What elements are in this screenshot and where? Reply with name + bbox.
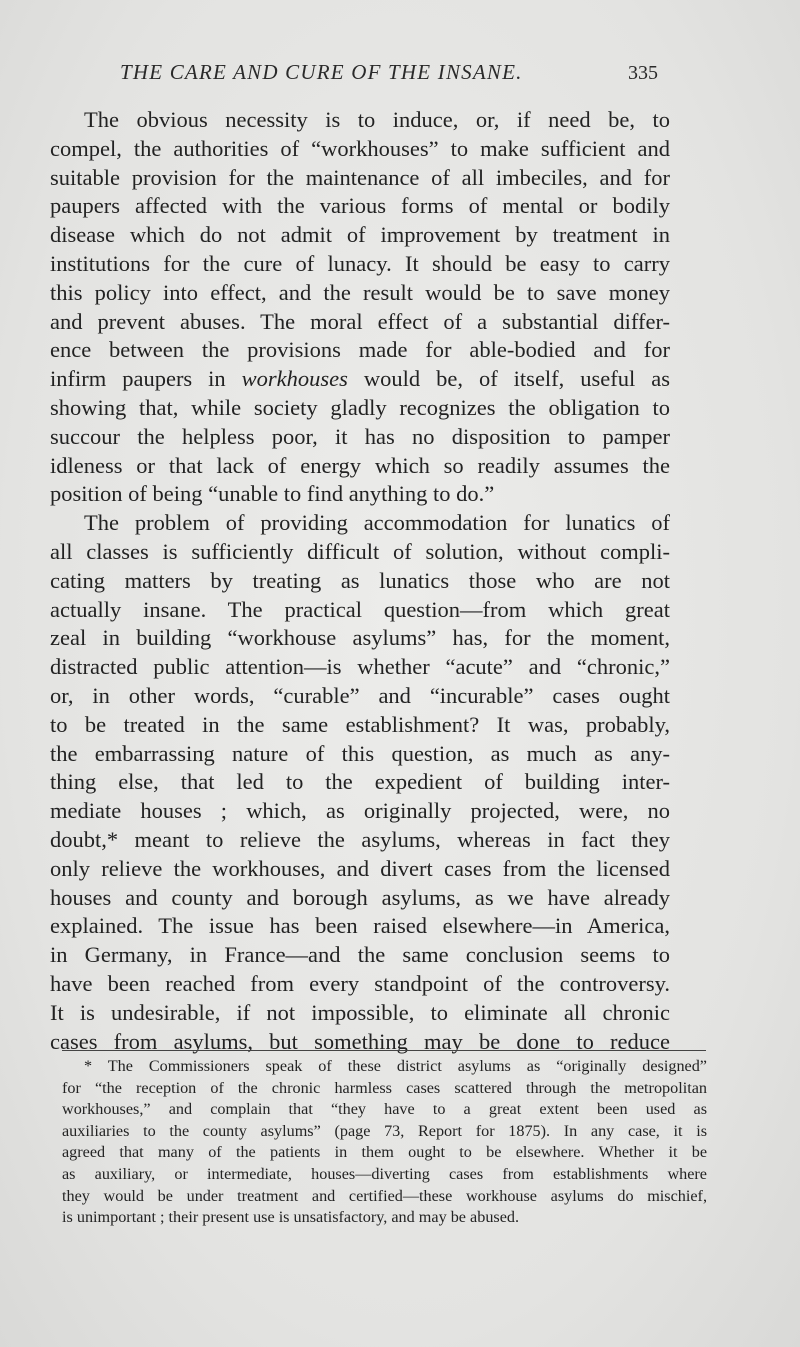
running-title: THE CARE AND CURE OF THE INSANE. [120,60,523,84]
text-line: The problem of providing accommodation for lunatics of [84,510,670,536]
text-line: have been reached from every standpoint of the controversy. [50,970,670,996]
footnote-line: is unimportant ; their present use is unsatisfactory, and may be abused. [62,1208,520,1227]
text-line: The obvious necessity is to induce, or, if need be, to [84,107,670,132]
text-line: zeal in building “workhouse asylums” has, for the moment, [50,625,670,651]
page-number: 335 [628,62,658,84]
footnote-divider [62,1050,706,1051]
footnote-line: as auxiliary, or intermediate, houses—diverting cases from establishments where [62,1164,707,1183]
text-line: suitable provision for the maintenance of all imbeciles, and for [50,164,670,190]
footnote-line: workhouses,” and complain that “they have to a great extent been used as [62,1100,707,1119]
text-line: compel, the authorities of “workhouses” to make sufficient and [50,135,670,161]
footnote-line: auxiliaries to the county asylums” (page 73, Report for 1875). In any case, it is [62,1121,707,1140]
footnote-line: for “the reception of the chronic harmless cases scattered through the metropolitan [62,1078,707,1097]
text-line: It is undesirable, if not impossible, to eliminate all chronic [50,999,670,1025]
text-line: infirm paupers in workhouses would be, of itself, useful as [50,366,670,392]
text-line: or, in other words, “curable” and “incurable” cases ought [50,682,670,708]
text-line: in Germany, in France—and the same conclusion seems to [50,942,670,968]
text-line: only relieve the workhouses, and divert cases from the licensed [50,855,670,881]
text-line: thing else, that led to the expedient of building inter- [50,769,670,795]
text-line: distracted public attention—is whether “acute” and “chronic,” [50,654,670,680]
text-line: institutions for the cure of lunacy. It should be easy to carry [50,250,670,276]
text-line: position of being “unable to find anything to do.” [50,481,495,507]
footnote-line: they would be under treatment and certified—these workhouse asylums do mischief, [62,1186,707,1205]
text-line: showing that, while society gladly recognizes the obligation to [50,394,670,420]
footnote-line: * The Commissioners speak of these district asylums as “originally designed” [84,1057,707,1075]
text-line: to be treated in the same establishment? It was, probably, [50,711,670,737]
text-line: all classes is sufficiently difficult of solution, without compli- [50,538,670,564]
text-line: actually insane. The practical question—from which great [50,596,670,622]
text-line: the embarrassing nature of this question, as much as any- [50,740,670,766]
text-line: ence between the provisions made for able-bodied and for [50,337,670,363]
footnote-line: agreed that many of the patients in them ought to be elsewhere. Whether it be [62,1143,707,1162]
text-line: explained. The issue has been raised elsewhere—in America, [50,913,670,939]
text-line: disease which do not admit of improvement by treatment in [50,222,670,248]
text-line: doubt,* meant to relieve the asylums, whereas in fact they [50,826,670,852]
text-line: this policy into effect, and the result would be to save money [50,279,670,305]
text-line: mediate houses ; which, as originally projected, were, no [50,798,670,824]
body-text [50,106,670,1056]
text-line: succour the helpless poor, it has no disposition to pamper [50,423,670,449]
text-line: idleness or that lack of energy which so readily assumes the [50,452,670,478]
text-line: cating matters by treating as lunatics those who are not [50,567,670,593]
text-line: paupers affected with the various forms of mental or bodily [50,193,670,219]
text-line: houses and county and borough asylums, as we have already [50,884,670,910]
footnote [62,1056,707,1229]
text-line: cases from asylums, but something may be done to reduce [50,1028,670,1054]
text-line: and prevent abuses. The moral effect of a substantial differ- [50,308,670,334]
